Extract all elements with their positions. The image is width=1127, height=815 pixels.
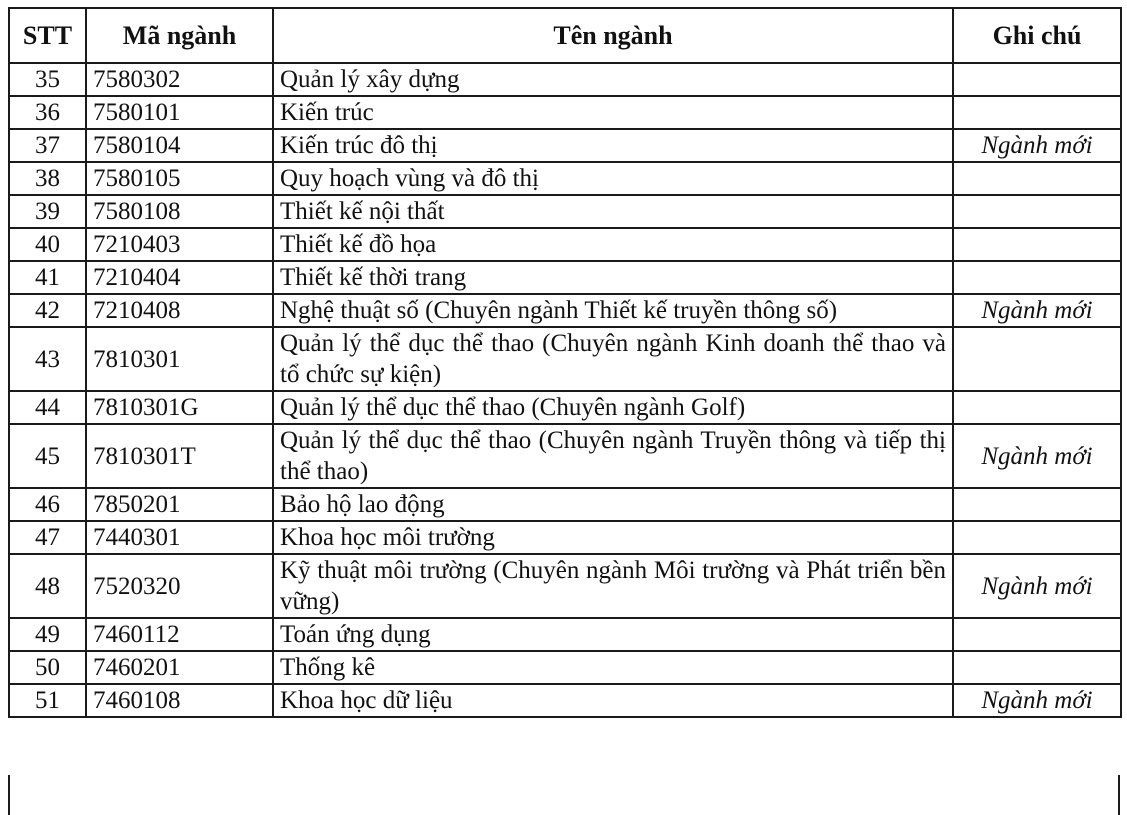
row-code: 7580108 [86, 195, 273, 228]
table-row [9, 651, 1121, 684]
row-name: Quản lý thể dục thể thao (Chuyên ngành Kinh doanh thể thao và tổ chức sự kiện) [273, 327, 953, 391]
row-stt: 36 [9, 96, 86, 129]
row-name: Thiết kế đồ họa [273, 228, 953, 261]
row-note: Ngành mới [953, 294, 1121, 327]
row-name: Kỹ thuật môi trường (Chuyên ngành Môi trường và Phát triển bền vững) [273, 554, 953, 618]
table-row [9, 162, 1121, 195]
row-stt: 41 [9, 261, 86, 294]
next-table-section [8, 775, 1120, 815]
table-row [9, 521, 1121, 554]
row-stt: 38 [9, 162, 86, 195]
row-note [953, 63, 1121, 96]
row-note [953, 327, 1121, 391]
row-stt: 47 [9, 521, 86, 554]
row-name: Khoa học môi trường [273, 521, 953, 554]
table-row [9, 63, 1121, 96]
table-row [9, 554, 1121, 618]
row-name: Quản lý xây dựng [273, 63, 953, 96]
row-code: 7580104 [86, 129, 273, 162]
row-note [953, 96, 1121, 129]
table-row [9, 228, 1121, 261]
row-code: 7580101 [86, 96, 273, 129]
row-name: Bảo hộ lao động [273, 488, 953, 521]
row-code: 7580302 [86, 63, 273, 96]
row-stt: 44 [9, 391, 86, 424]
row-code: 7210403 [86, 228, 273, 261]
row-stt: 37 [9, 129, 86, 162]
row-code: 7460201 [86, 651, 273, 684]
row-stt: 45 [9, 424, 86, 488]
table-row [9, 684, 1121, 717]
row-stt: 48 [9, 554, 86, 618]
row-note [953, 162, 1121, 195]
row-note [953, 488, 1121, 521]
row-name: Kiến trúc [273, 96, 953, 129]
row-stt: 39 [9, 195, 86, 228]
row-name: Quản lý thể dục thể thao (Chuyên ngành Golf) [273, 391, 953, 424]
row-code: 7810301 [86, 327, 273, 391]
header-code: Mã ngành [86, 8, 273, 63]
row-stt: 43 [9, 327, 86, 391]
row-code: 7580105 [86, 162, 273, 195]
table-row [9, 327, 1121, 391]
table-row [9, 261, 1121, 294]
row-note: Ngành mới [953, 424, 1121, 488]
table-row [9, 618, 1121, 651]
row-note: Ngành mới [953, 684, 1121, 717]
table-row [9, 391, 1121, 424]
row-name: Khoa học dữ liệu [273, 684, 953, 717]
header-stt: STT [9, 8, 86, 63]
row-code: 7810301T [86, 424, 273, 488]
table-row [9, 488, 1121, 521]
row-name: Thiết kế thời trang [273, 261, 953, 294]
row-name: Thiết kế nội thất [273, 195, 953, 228]
table-row [9, 96, 1121, 129]
row-note [953, 521, 1121, 554]
row-code: 7520320 [86, 554, 273, 618]
row-stt: 46 [9, 488, 86, 521]
table-row [9, 195, 1121, 228]
row-name: Toán ứng dụng [273, 618, 953, 651]
row-stt: 35 [9, 63, 86, 96]
row-code: 7460112 [86, 618, 273, 651]
row-code: 7210408 [86, 294, 273, 327]
row-stt: 51 [9, 684, 86, 717]
row-code: 7850201 [86, 488, 273, 521]
row-stt: 40 [9, 228, 86, 261]
majors-table [8, 7, 1122, 718]
header-row [9, 8, 1121, 63]
row-code: 7440301 [86, 521, 273, 554]
header-name: Tên ngành [273, 8, 953, 63]
row-note [953, 651, 1121, 684]
row-note [953, 228, 1121, 261]
row-name: Quy hoạch vùng và đô thị [273, 162, 953, 195]
table-row [9, 424, 1121, 488]
row-note [953, 261, 1121, 294]
row-name: Kiến trúc đô thị [273, 129, 953, 162]
table-row [9, 294, 1121, 327]
row-note: Ngành mới [953, 129, 1121, 162]
header-note: Ghi chú [953, 8, 1121, 63]
row-code: 7460108 [86, 684, 273, 717]
row-note [953, 391, 1121, 424]
row-code: 7810301G [86, 391, 273, 424]
row-stt: 42 [9, 294, 86, 327]
row-name: Quản lý thể dục thể thao (Chuyên ngành Truyền thông và tiếp thị thể thao) [273, 424, 953, 488]
row-code: 7210404 [86, 261, 273, 294]
row-name: Thống kê [273, 651, 953, 684]
row-note [953, 618, 1121, 651]
row-name: Nghệ thuật số (Chuyên ngành Thiết kế truyền thông số) [273, 294, 953, 327]
row-stt: 50 [9, 651, 86, 684]
row-note: Ngành mới [953, 554, 1121, 618]
table-row [9, 129, 1121, 162]
row-note [953, 195, 1121, 228]
row-stt: 49 [9, 618, 86, 651]
